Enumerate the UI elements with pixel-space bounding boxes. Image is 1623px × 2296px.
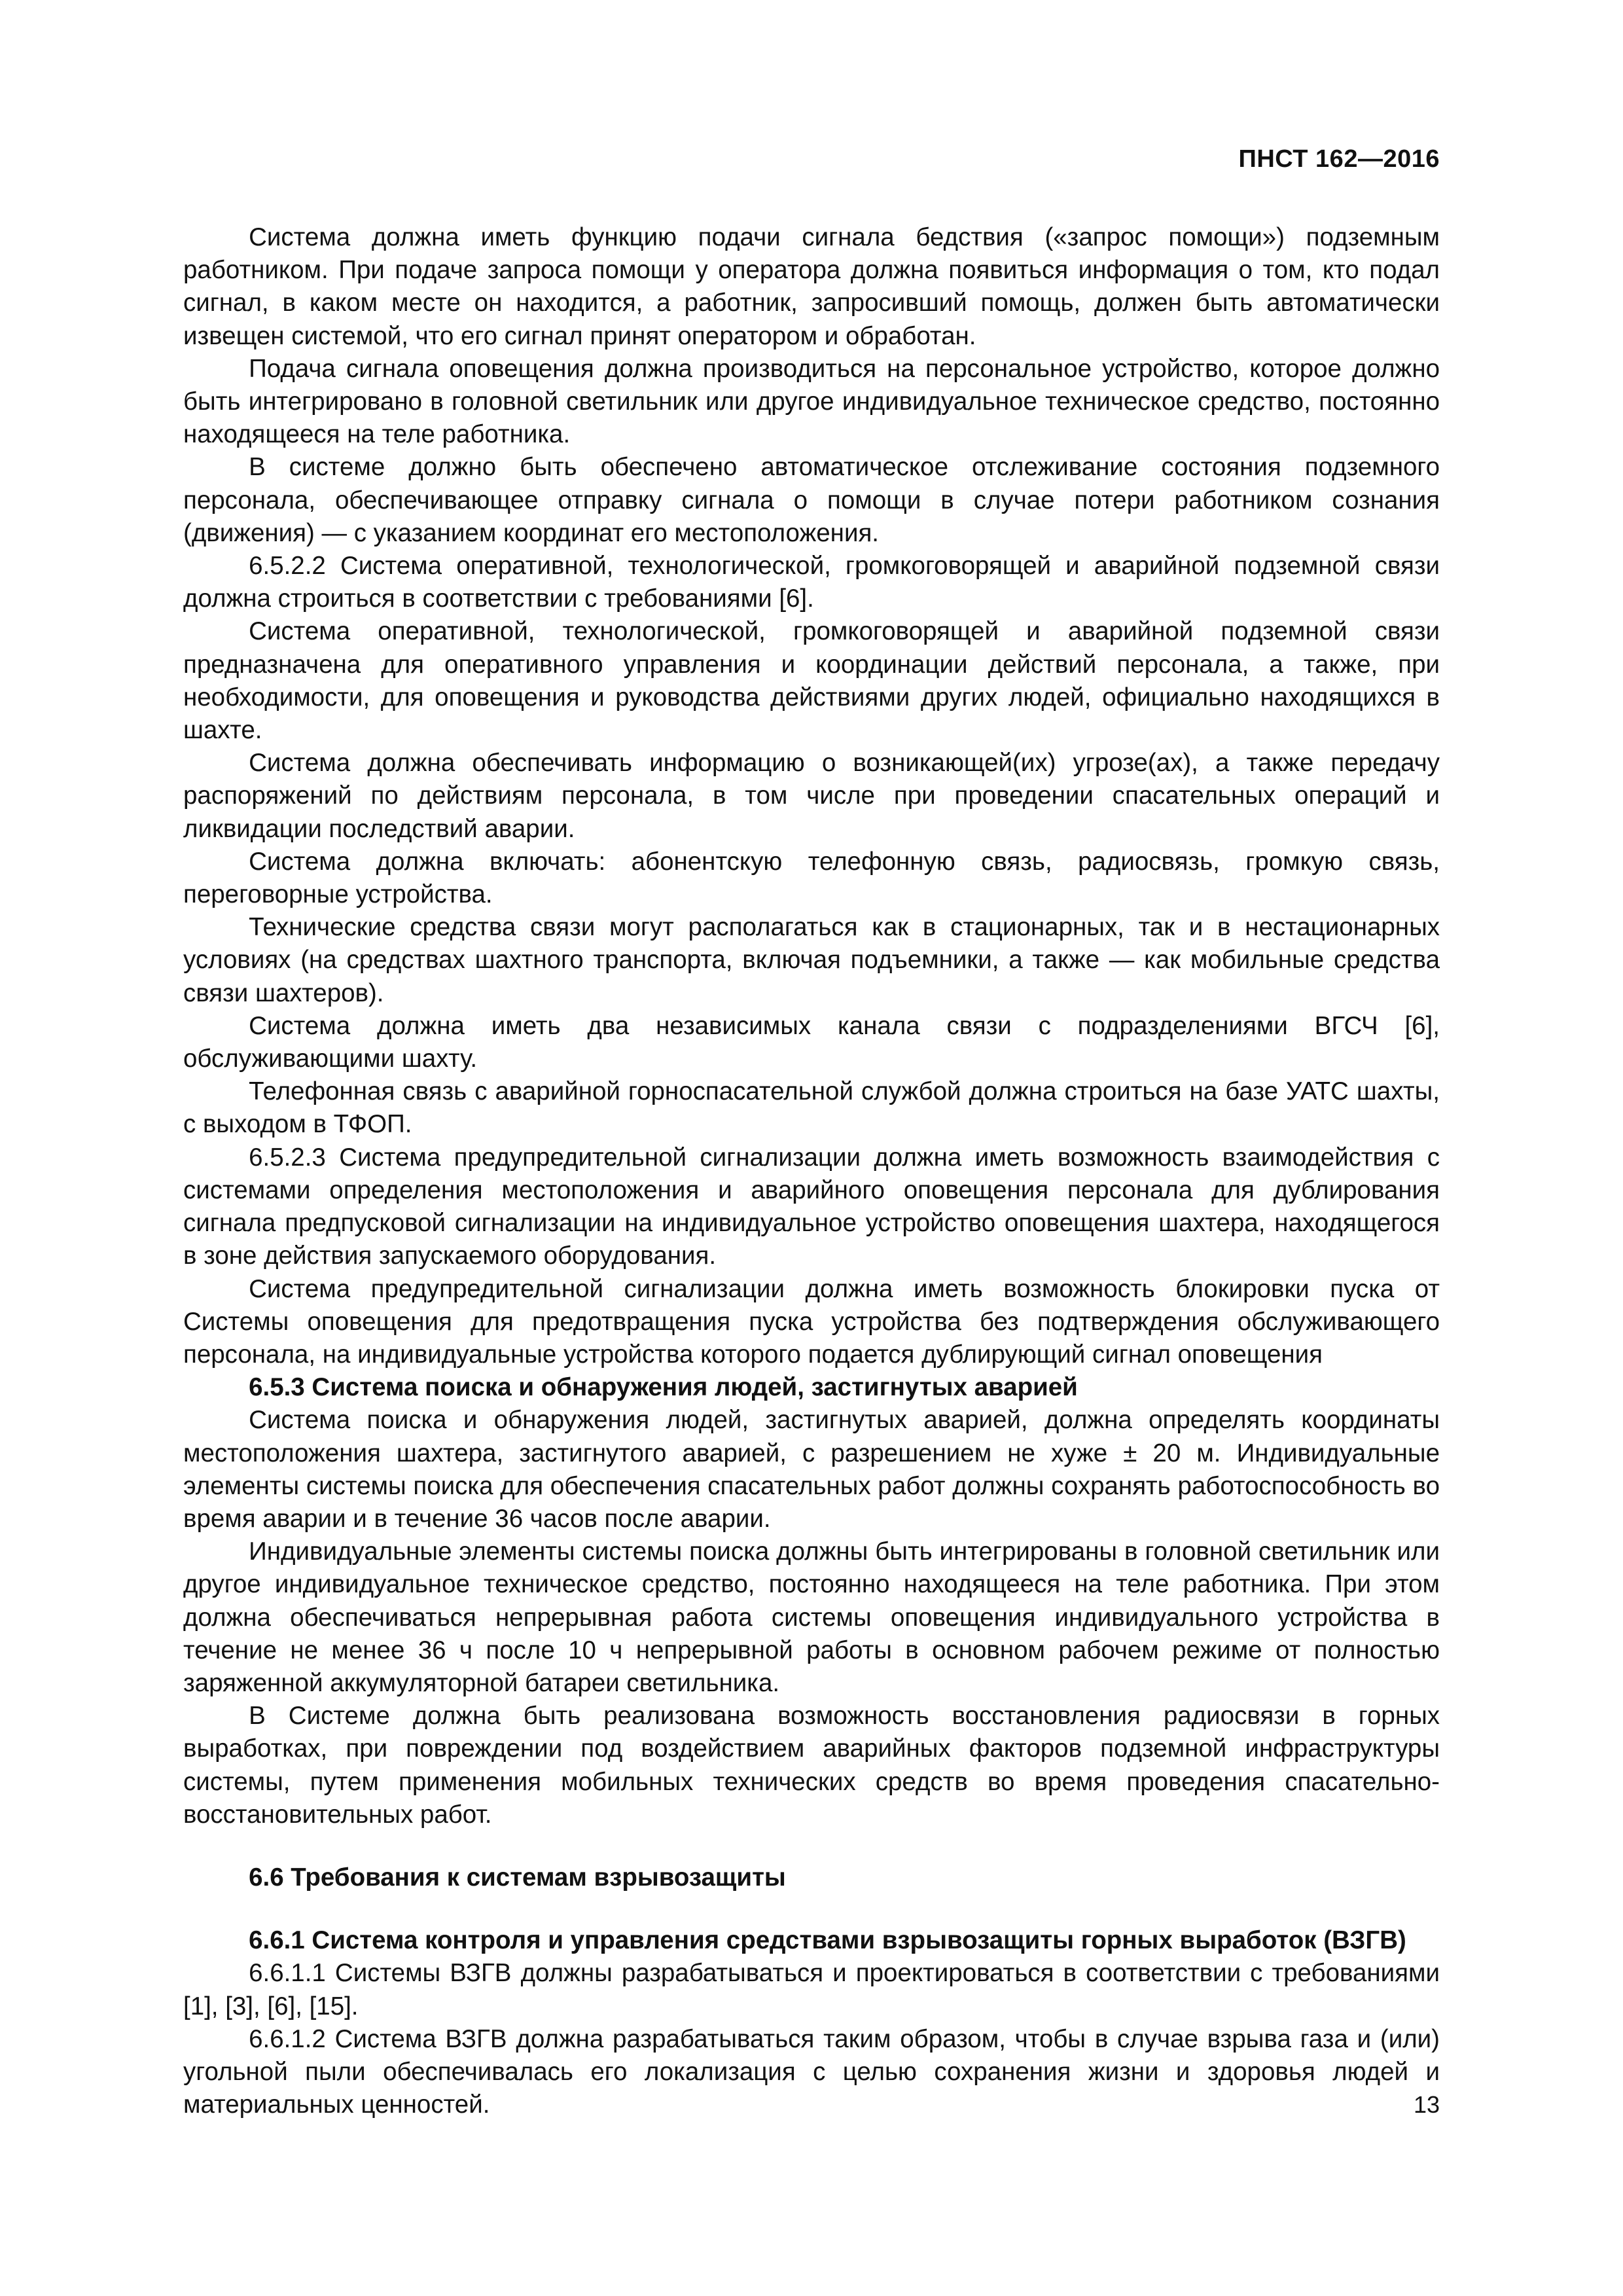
paragraph: Система оперативной, технологической, громкоговорящей и аварийной подземной связи предназначена для оперативного управления и координации действий персонала, а также, при необходимости, для оповещения и руководства действиями других людей, официально находящихся в шахте. bbox=[183, 617, 1440, 745]
paragraph: 6.5.2.2 Система оперативной, технологической, громкоговорящей и аварийной подземной связи должна строиться в соответствии с требованиями [6]. bbox=[183, 552, 1440, 613]
paragraph: Система поиска и обнаружения людей, застигнутых аварией, должна определять координаты местоположения шахтера, застигнутого аварией, с разрешением не хуже ± 20 м. Индивидуальные элементы системы поиска для обеспечения спасательных работ должны сохранять работоспособность во время аварии и в течение 36 часов после аварии. bbox=[183, 1406, 1440, 1533]
paragraph: Система должна обеспечивать информацию о возникающей(их) угрозе(ах), а также передачу распоряжений по действиям персонала, в том числе при проведении спасательных операций и ликвидации последствий аварии. bbox=[183, 749, 1440, 843]
paragraph: Телефонная связь с аварийной горноспасательной службой должна строиться на базе УАТС шахты, с выходом в ТФОП. bbox=[183, 1077, 1440, 1139]
paragraph: Подача сигнала оповещения должна производиться на персональное устройство, которое должно быть интегрировано в головной светильник или другое индивидуальное техническое средство, постоянно находящееся на теле работника. bbox=[183, 354, 1440, 449]
section-heading-6-5-3: 6.5.3 Система поиска и обнаружения людей, застигнутых аварией bbox=[249, 1373, 1078, 1402]
paragraph: 6.6.1.1 Системы ВЗГВ должны разрабатываться и проектироваться в соответствии с требованиями [1], [3], [6], [15]. bbox=[183, 1959, 1440, 2020]
paragraph: Индивидуальные элементы системы поиска должны быть интегрированы в головной светильник или другое индивидуальное техническое средство, постоянно находящееся на теле работника. При этом должна обеспечиваться непрерывная работа системы оповещения индивидуального устройства в течение не менее 36 ч после 10 ч непрерывной работы в основном рабочем режиме от полностью заряженной аккумуляторной батареи светильника. bbox=[183, 1537, 1440, 1697]
paragraph: 6.5.2.3 Система предупредительной сигнализации должна иметь возможность взаимодействия с системами определения местоположения и аварийного оповещения персонала для дублирования сигнала предпусковой сигнализации на индивидуальное устройство оповещения шахтера, находящегося в зоне действия запускаемого оборудования. bbox=[183, 1143, 1440, 1270]
document-code: ПНСТ 162—2016 bbox=[1238, 145, 1440, 173]
paragraph: В Системе должна быть реализована возможность восстановления радиосвязи в горных выработках, при повреждении под воздействием аварийных факторов подземной инфраструктуры системы, путем применения мобильных технических средств во время проведения спасательно-восстановительных работ. bbox=[183, 1702, 1440, 1829]
paragraph: Система предупредительной сигнализации должна иметь возможность блокировки пуска от Системы оповещения для предотвращения пуска устройства без подтверждения обслуживающего персонала, на индивидуальные устройства которого подается дублирующий сигнал оповещения bbox=[183, 1274, 1440, 1369]
page-number: 13 bbox=[1413, 2091, 1440, 2118]
paragraph: Система должна иметь два независимых канала связи с подразделениями ВГСЧ [6], обслуживающими шахту. bbox=[183, 1011, 1440, 1073]
paragraph: Система должна иметь функцию подачи сигнала бедствия («запрос помощи») подземным работником. При подаче запроса помощи у оператора должна появиться информация о том, кто подал сигнал, в каком месте он находится, а работник, запросивший помощь, должен быть автоматически извещен системой, что его сигнал принят оператором и обработан. bbox=[183, 223, 1440, 350]
paragraph: Технические средства связи могут располагаться как в стационарных, так и в нестационарных условиях (на средствах шахтного транспорта, включая подъемники, а также — как мобильные средства связи шахтеров). bbox=[183, 913, 1440, 1007]
paragraph: Система должна включать: абонентскую телефонную связь, радиосвязь, громкую связь, переговорные устройства. bbox=[183, 847, 1440, 909]
paragraph: В системе должно быть обеспечено автоматическое отслеживание состояния подземного персонала, обеспечивающее отправку сигнала о помощи в случае потери работником сознания (движения) — с указанием координат его местоположения. bbox=[183, 453, 1440, 547]
section-heading-6-6: 6.6 Требования к системам взрывозащиты bbox=[249, 1863, 786, 1892]
section-heading-6-6-1: 6.6.1 Система контроля и управления средствами взрывозащиты горных выработок (ВЗГВ) bbox=[249, 1926, 1406, 1955]
paragraph: 6.6.1.2 Система ВЗГВ должна разрабатываться таким образом, чтобы в случае взрыва газа и (или) угольной пыли обеспечивалась его локализация с целью сохранения жизни и здоровья людей и материальных ценностей. bbox=[183, 2024, 1440, 2119]
document-body bbox=[183, 221, 1440, 2121]
